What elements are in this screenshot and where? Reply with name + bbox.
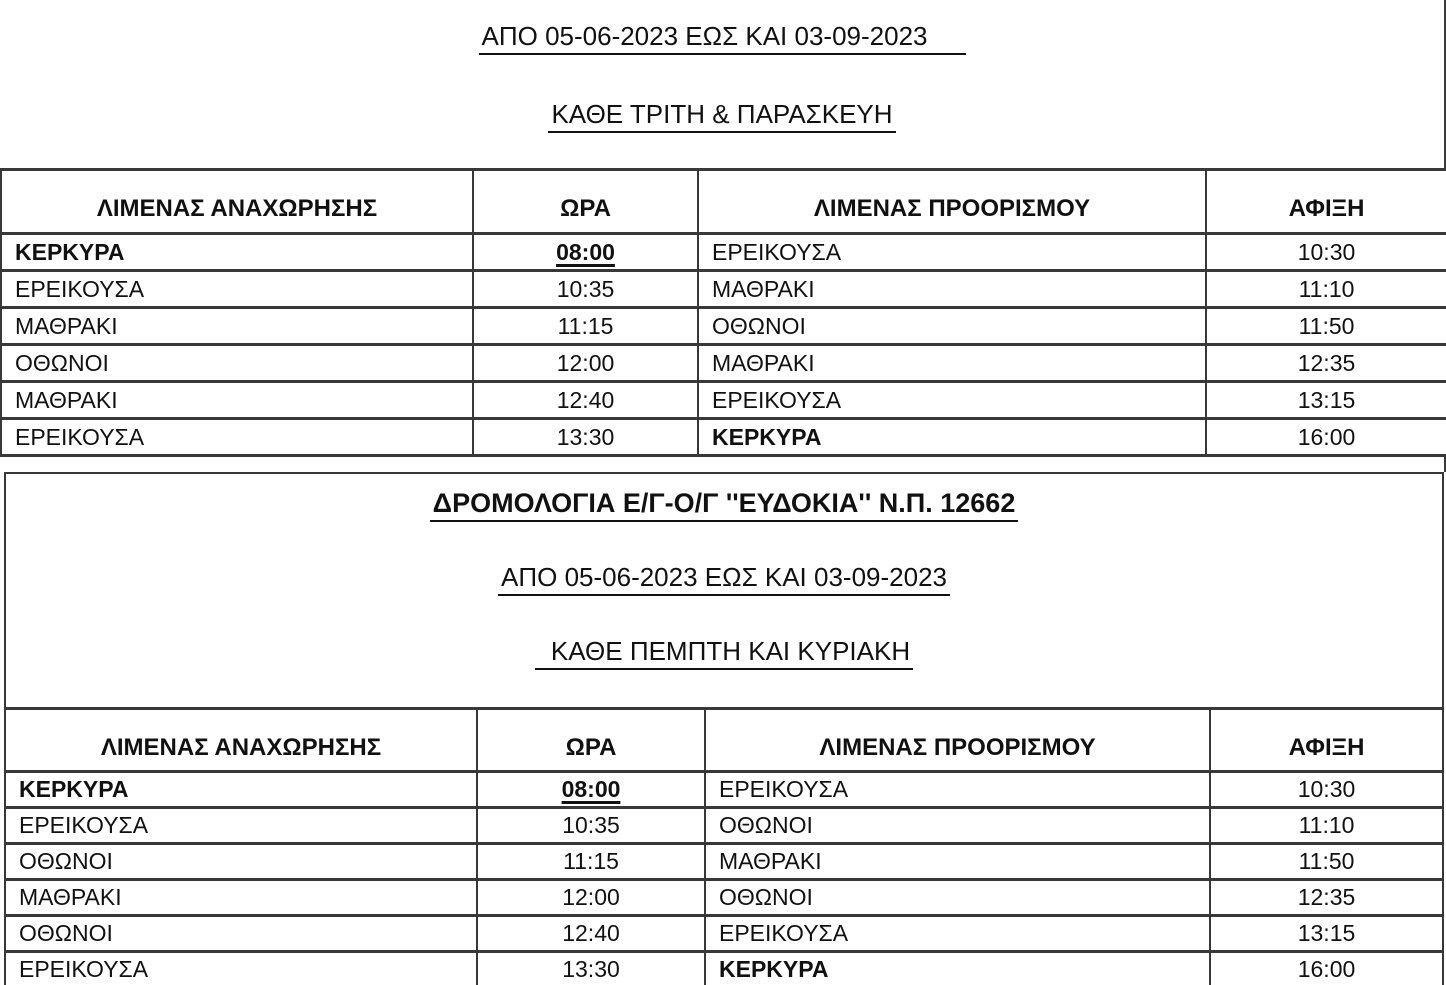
cell-departure-port: ΟΘΩΝΟΙ [6,844,477,880]
cell-departure-time: 12:00 [477,880,705,916]
cell-departure-port: ΕΡΕΙΚΟΥΣΑ [6,808,477,844]
col-header-departure-time: ΩΡΑ [477,709,705,772]
cell-arrival-time: 13:15 [1206,382,1446,419]
cell-departure-time: 08:00 [473,234,698,271]
cell-destination-port: ΕΡΕΙΚΟΥΣΑ [698,234,1206,271]
cell-departure-time: 11:15 [477,844,705,880]
cell-departure-port: ΜΑΘΡΑΚΙ [1,382,473,419]
section-thu-sun [4,472,1444,985]
cell-destination-port: ΟΘΩΝΟΙ [698,308,1206,345]
col-header-destination-port: ΛΙΜΕΝΑΣ ΠΡΟΟΡΙΣΜΟΥ [705,709,1210,772]
cell-departure-port: ΟΘΩΝΟΙ [6,916,477,952]
cell-departure-time: 10:35 [473,271,698,308]
cell-departure-time: 13:30 [477,952,705,985]
col-header-arrival-time: ΑΦΙΞΗ [1206,170,1446,234]
cell-destination-port: ΕΡΕΙΚΟΥΣΑ [705,916,1210,952]
route-main-title-text: ΔΡΟΜΟΛΟΓΙΑ Ε/Γ-Ο/Γ ''ΕΥΔΟΚΙΑ'' Ν.Π. 12662 [430,488,1019,522]
cell-arrival-time: 12:35 [1210,880,1442,916]
table-body [1,234,1446,456]
cell-departure-time: 12:00 [473,345,698,382]
table-header-row [6,709,1442,772]
cell-destination-port: ΕΡΕΙΚΟΥΣΑ [698,382,1206,419]
cell-destination-port: ΜΑΘΡΑΚΙ [698,271,1206,308]
table-row [6,916,1442,952]
cell-arrival-time: 11:10 [1206,271,1446,308]
schedule-table-tue-fri [0,168,1446,457]
period-title-2-text: ΑΠΟ 05-06-2023 ΕΩΣ ΚΑΙ 03-09-2023 [498,562,950,596]
period-title-1-text: ΑΠΟ 05-06-2023 ΕΩΣ ΚΑΙ 03-09-2023 [479,21,966,55]
cell-destination-port: ΜΑΘΡΑΚΙ [698,345,1206,382]
cell-departure-time: 11:15 [473,308,698,345]
cell-departure-port: ΕΡΕΙΚΟΥΣΑ [1,271,473,308]
table-row [6,844,1442,880]
col-header-arrival-time: ΑΦΙΞΗ [1210,709,1442,772]
cell-departure-port: ΟΘΩΝΟΙ [1,345,473,382]
cell-arrival-time: 10:30 [1206,234,1446,271]
cell-departure-port: ΜΑΘΡΑΚΙ [6,880,477,916]
cell-destination-port: ΚΕΡΚΥΡΑ [705,952,1210,985]
days-title-1 [0,98,1444,130]
cell-destination-port: ΕΡΕΙΚΟΥΣΑ [705,772,1210,808]
table-row [6,880,1442,916]
cell-arrival-time: 11:50 [1206,308,1446,345]
col-header-departure-port: ΛΙΜΕΝΑΣ ΑΝΑΧΩΡΗΣΗΣ [6,709,477,772]
period-title-1 [0,20,1444,52]
days-title-2 [6,635,1442,667]
cell-departure-time: 12:40 [473,382,698,419]
table-row [1,419,1446,456]
cell-arrival-time: 13:15 [1210,916,1442,952]
route-main-title [6,487,1442,519]
cell-destination-port: ΚΕΡΚΥΡΑ [698,419,1206,456]
cell-arrival-time: 11:50 [1210,844,1442,880]
days-title-1-text: ΚΑΘΕ ΤΡΙΤΗ & ΠΑΡΑΣΚΕΥΗ [548,99,895,133]
cell-departure-time: 13:30 [473,419,698,456]
cell-destination-port: ΜΑΘΡΑΚΙ [705,844,1210,880]
cell-departure-port: ΚΕΡΚΥΡΑ [1,234,473,271]
cell-departure-port: ΚΕΡΚΥΡΑ [6,772,477,808]
table-row [6,772,1442,808]
cell-departure-port: ΕΡΕΙΚΟΥΣΑ [6,952,477,985]
table-row [1,382,1446,419]
cell-destination-port: ΟΘΩΝΟΙ [705,808,1210,844]
cell-destination-port: ΟΘΩΝΟΙ [705,880,1210,916]
table-row [1,234,1446,271]
schedule-table-thu-sun [6,707,1442,985]
table-row [1,345,1446,382]
section-divider-gap [0,457,1446,472]
col-header-departure-time: ΩΡΑ [473,170,698,234]
cell-arrival-time: 16:00 [1210,952,1442,985]
days-title-2-text: ΚΑΘΕ ΠΕΜΠΤΗ ΚΑΙ ΚΥΡΙΑΚΗ [535,636,913,670]
period-title-2 [6,561,1442,593]
cell-arrival-time: 11:10 [1210,808,1442,844]
col-header-destination-port: ΛΙΜΕΝΑΣ ΠΡΟΟΡΙΣΜΟΥ [698,170,1206,234]
cell-departure-port: ΕΡΕΙΚΟΥΣΑ [1,419,473,456]
table-row [1,308,1446,345]
table-row [6,808,1442,844]
cell-arrival-time: 12:35 [1206,345,1446,382]
cell-departure-port: ΜΑΘΡΑΚΙ [1,308,473,345]
cell-departure-time: 10:35 [477,808,705,844]
section-tue-fri-header [0,0,1446,168]
cell-arrival-time: 16:00 [1206,419,1446,456]
table-body [6,772,1442,985]
table-header-row [1,170,1446,234]
cell-departure-time: 08:00 [477,772,705,808]
cell-departure-time: 12:40 [477,916,705,952]
cell-arrival-time: 10:30 [1210,772,1442,808]
table-row [6,952,1442,985]
table-row [1,271,1446,308]
col-header-departure-port: ΛΙΜΕΝΑΣ ΑΝΑΧΩΡΗΣΗΣ [1,170,473,234]
